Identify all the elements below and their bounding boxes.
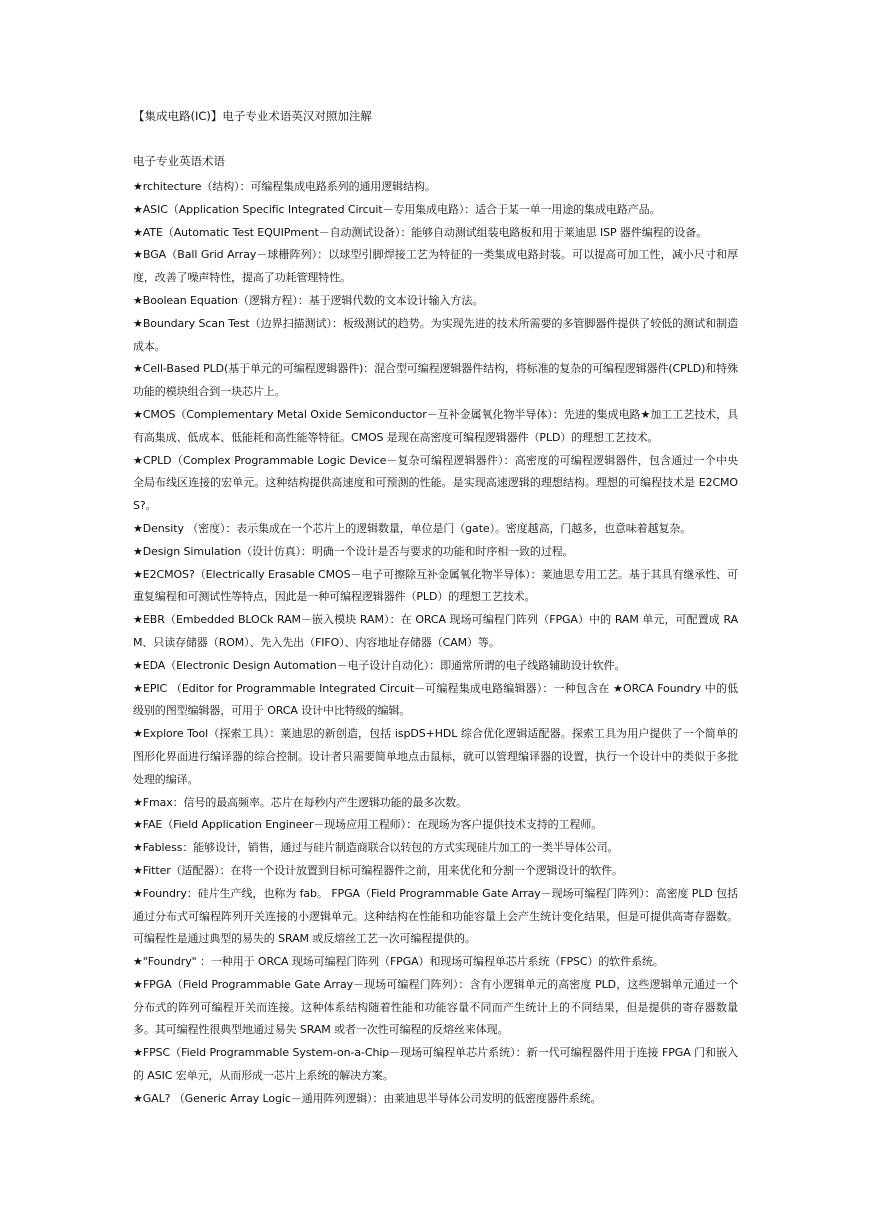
term-entry: ★Density （密度）：表示集成在一个芯片上的逻辑数量，单位是门（gate）。密度越高，门越多，也意味着越复杂。 [133, 521, 692, 535]
document-title: 【集成电路(IC)】电子专业术语英汉对照加注解 [133, 109, 372, 123]
term-entry: ★Fitter（适配器）：在将一个设计放置到目标可编程器件之前，用来优化和分割一个逻辑设计的软件。 [133, 863, 623, 877]
term-entry: ★BGA（Ball Grid Array－球栅阵列）：以球型引脚焊接工艺为特征的一类集成电路封装。可以提高可加工性，减小尺寸和厚度，改善了噪声特性，提高了功耗管理特性。 [133, 248, 738, 285]
term-entry: ★Cell-Based PLD(基于单元的可编程逻辑器件)：混合型可编程逻辑器件结构，将标准的复杂的可编程逻辑器件(CPLD)和特殊功能的模块组合到一块芯片上。 [133, 362, 738, 399]
term-entry: ★ASIC（Application Specific Integrated Circuit－专用集成电路）：适合于某一单一用途的集成电路产品。 [133, 202, 661, 216]
term-entry: ★CMOS（Complementary Metal Oxide Semiconductor－互补金属氧化物半导体）：先进的集成电路★加工工艺技术，具有高集成、低成本、低能耗和高性能等特征。CMOS 是现在高密度可编程逻辑器件（PLD）的理想工艺技术。 [133, 407, 738, 444]
term-entry: ★FPSC（Field Programmable System-on-a-Chip－现场可编程单芯片系统）：新一代可编程器件用于连接 FPGA 门和嵌入的 ASIC 宏单元，从而形成一芯片上系统的解决方案。 [133, 1046, 738, 1083]
term-entry: ★EPIC （Editor for Programmable Integrated Circuit－可编程集成电路编辑器）：一种包含在 ★ORCA Foundry 中的低级别的图型编辑器，可用于 ORCA 设计中比特级的编辑。 [133, 681, 738, 718]
term-entry: ★FPGA（Field Programmable Gate Array－现场可编程门阵列）：含有小逻辑单元的高密度 PLD，这些逻辑单元通过一个分布式的阵列可编程开关而连接。这种体系结构随着性能和功能容量不同而产生统计上的不同结果，但是提供的寄存器数量多。其可编程性很典型地通过易失 SRAM 或者一次性可编程的反熔丝来体现。 [133, 977, 738, 1037]
term-list [133, 176, 738, 1111]
term-entry: ★rchitecture（结构）：可编程集成电路系列的通用逻辑结构。 [133, 180, 436, 193]
term-entry: ★E2CMOS?（Electrically Erasable CMOS－电子可擦除互补金属氧化物半导体）：莱迪思专用工艺。基于其具有继承性、可重复编程和可测试性等特点，因此是一种可编程逻辑器件（PLD）的理想工艺技术。 [133, 567, 738, 604]
term-entry: ★GAL? （Generic Array Logic－通用阵列逻辑）：由莱迪思半导体公司发明的低密度器件系统。 [133, 1091, 602, 1105]
term-entry: ★FAE（Field Application Engineer－现场应用工程师）：在现场为客户提供技术支持的工程师。 [133, 818, 603, 832]
term-entry: ★Boolean Equation（逻辑方程）：基于逻辑代数的文本设计输入方法。 [133, 293, 484, 307]
term-entry: ★"Foundry" ：一种用于 ORCA 现场可编程门阵列（FPGA）和现场可编程单芯片系统（FPSC）的软件系统。 [133, 955, 664, 969]
term-entry: ★Fmax：信号的最高频率。芯片在每秒内产生逻辑功能的最多次数。 [133, 795, 467, 809]
term-entry: ★Design Simulation（设计仿真）：明确一个设计是否与要求的功能和时序相一致的过程。 [133, 544, 574, 558]
term-entry: ★Foundry：硅片生产线，也称为 fab。 FPGA（Field Programmable Gate Array－现场可编程门阵列）：高密度 PLD 包括通过分布式可编程阵列开关连接的小逻辑单元。这种结构在性能和功能容量上会产生统计变化结果，但是可提供高寄存器数。可编程性是通过典型的易失的 SRAM 或反熔丝工艺一次可编程提供的。 [133, 886, 738, 946]
term-entry: ★ATE（Automatic Test EQUIPment－自动测试设备）：能够自动测试组装电路板和用于莱迪思 ISP 器件编程的设备。 [133, 225, 708, 239]
term-entry: ★CPLD（Complex Programmable Logic Device－复杂可编程逻辑器件）：高密度的可编程逻辑器件，包含通过一个中央全局布线区连接的宏单元。这种结构提供高速度和可预测的性能。是实现高速逻辑的理想结构。理想的可编程技术是 E2CMOS?。 [133, 453, 738, 513]
term-entry: ★EDA（Electronic Design Automation－电子设计自动化）：即通常所谓的电子线路辅助设计软件。 [133, 658, 626, 672]
term-entry: ★Boundary Scan Test（边界扫描测试）：板级测试的趋势。为实现先进的技术所需要的多管脚器件提供了较低的测试和制造成本。 [133, 316, 738, 353]
section-title: 电子专业英语术语 [133, 154, 225, 168]
term-entry: ★EBR（Embedded BLOCk RAM－嵌入模块 RAM）：在 ORCA 现场可编程门阵列（FPGA）中的 RAM 单元，可配置成 RAM、只读存储器（ROM）、先入先出（FIFO）、内容地址存储器（CAM）等。 [133, 613, 738, 649]
term-entry: ★Explore Tool（探索工具）：莱迪思的新创造，包括 ispDS+HDL 综合优化逻辑适配器。探索工具为用户提供了一个简单的图形化界面进行编译器的综合控制。设计者只需要简单地点击鼠标，就可以管理编译器的设置，执行一个设计中的类似于多批处理的编译。 [133, 727, 738, 786]
term-entry: ★Fabless：能够设计，销售，通过与硅片制造商联合以转包的方式实现硅片加工的一类半导体公司。 [133, 841, 619, 855]
